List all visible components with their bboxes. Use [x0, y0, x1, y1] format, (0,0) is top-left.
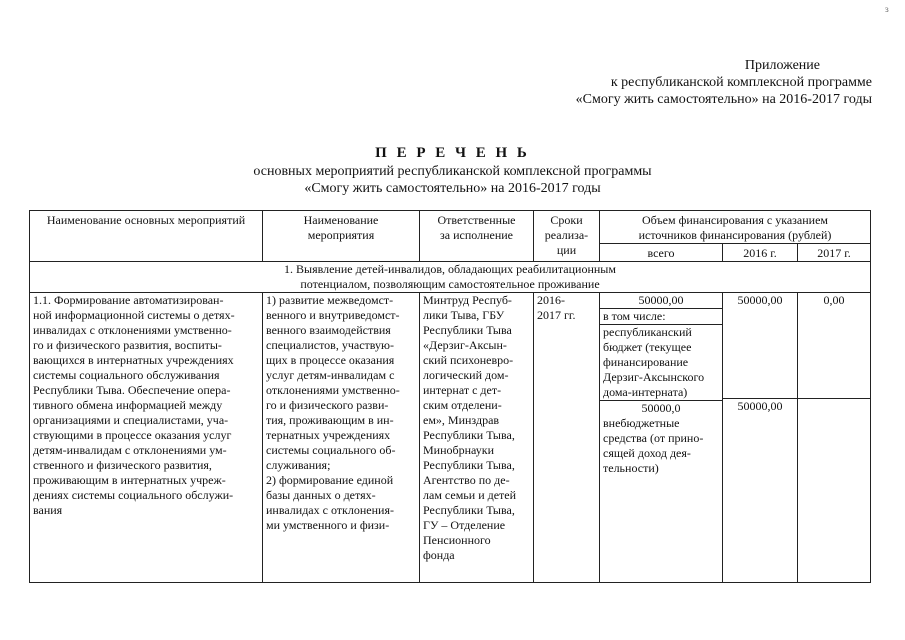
amount-2017: 0,00 — [823, 293, 845, 307]
including-label: в том числе: — [600, 308, 722, 324]
appendix-header — [576, 57, 872, 108]
source-2-amount-2016: 50000,00 — [723, 398, 797, 414]
header-row-1 — [30, 211, 871, 244]
header-funding: Объем финансирования с указанием источников финансирования (рублей) — [600, 211, 871, 244]
source-2-label: внебюджетные средства (от прино- сящей доход дея- тельности) — [603, 416, 704, 475]
total-amount: 50000,00 — [638, 293, 684, 307]
main-activity-cell: 1.1. Формирование автоматизирован- ной информационной системы о детях- инвалидах с отклонениями умственно- го и физического развития, воспиты- вающихся в интернатных учреждениях системы социального обслуживания Республики Тыва. Обеспечение опера- тивного обмена информацией между организациями и специалистами, уча- ствующими в процессе оказания услуг детям-инвалидам с отклонениями ум- ственного и физического развития, проживающим в интернатных учреж- дениях системы социального обслужи- вания — [30, 293, 263, 583]
document-subtitle-1: основных мероприятий республиканской комплексной программы — [253, 164, 652, 179]
total-cell — [600, 293, 723, 583]
source-2-amount-2017 — [798, 398, 870, 414]
section-title: 1. Выявление детей-инвалидов, обладающих реабилитационным потенциалом, позволяющим самостоятельное проживание — [30, 262, 871, 293]
appendix-line-1: Приложение — [744, 58, 820, 73]
activities-table — [29, 210, 871, 583]
header-main-activities: Наименование основных мероприятий — [30, 211, 263, 262]
header-total: всего — [600, 244, 723, 262]
header-responsible: Ответственные за исполнение — [420, 211, 534, 262]
deadline-cell: 2016- 2017 гг. — [534, 293, 600, 583]
table-row — [30, 293, 871, 583]
section-row — [30, 262, 871, 293]
activity-cell: 1) развитие межведомст- венного и внутриведомст- венного взаимодействия специалистов, участвую- щих в процессе оказания услуг детям-инвалидам с отклонениями умственно- го и физического разви- тия, проживающим в ин- тернатных учреждениях системы социального об- служивания; 2) формирование единой базы данных о детях- инвалидах с отклонения- ми умственного и физи- — [263, 293, 420, 583]
amount-2017-cell — [798, 293, 871, 583]
document-title: П Е Р Е Ч Е Н Ь — [375, 145, 530, 161]
responsible-cell: Минтруд Респуб- лики Тыва, ГБУ Республики Тыва «Дерзиг-Аксын- ский психоневро- логический дом- интернат с дет- ским отделени- ем», Минздрав Республики Тыва, Минобрнауки Республики Тыва, Агентство по де- лам семьи и детей Республики Тыва, ГУ – Отделение Пенсионного фонда — [420, 293, 534, 583]
document-heading — [0, 144, 905, 197]
corner-mark: ɜ — [885, 4, 889, 14]
spacer — [801, 308, 867, 398]
source-2-amount: 50000,0 — [641, 401, 681, 415]
appendix-line-2: к республиканской комплексной программе — [610, 75, 872, 90]
spacer — [726, 308, 794, 398]
amount-2016: 50000,00 — [737, 293, 783, 307]
header-2016: 2016 г. — [723, 244, 798, 262]
header-2017: 2017 г. — [798, 244, 871, 262]
amount-2016-cell — [723, 293, 798, 583]
header-activity-name: Наименование мероприятия — [263, 211, 420, 262]
header-deadline: Сроки реализа- ции — [534, 211, 600, 262]
source-2-block — [600, 400, 722, 476]
document-subtitle-2: «Смогу жить самостоятельно» на 2016-2017 годы — [304, 181, 601, 196]
appendix-line-3: «Смогу жить самостоятельно» на 2016-2017 годы — [575, 92, 872, 107]
source-1: республиканский бюджет (текущее финансирование Дерзиг-Аксынского дома-интерната) — [600, 324, 722, 400]
